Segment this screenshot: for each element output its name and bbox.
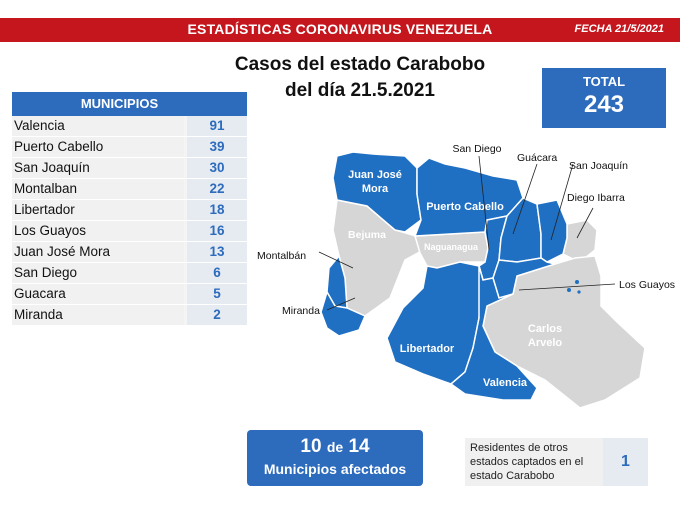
table-row <box>12 305 247 326</box>
table-row <box>12 242 247 263</box>
map-label-carlos-arvelo: Arvelo <box>527 337 563 349</box>
headline-line1: Casos del estado Carabobo <box>234 54 486 75</box>
municipio-name: San Diego <box>12 263 184 283</box>
municipio-count: 22 <box>187 179 247 199</box>
affected-label: Municipios afectados <box>263 461 407 477</box>
affected-total: 14 <box>348 436 370 457</box>
headline <box>230 52 490 104</box>
municipio-count: 39 <box>187 137 247 157</box>
municipio-count: 6 <box>187 263 247 283</box>
municipio-name: San Joaquín <box>12 158 184 178</box>
municipio-count: 2 <box>187 305 247 325</box>
table-row <box>12 179 247 200</box>
carabobo-map <box>255 138 675 438</box>
municipios-header: MUNICIPIOS <box>12 92 247 116</box>
municipio-name: Los Guayos <box>12 221 184 241</box>
municipio-name: Montalban <box>12 179 184 199</box>
municipio-name: Puerto Cabello <box>12 137 184 157</box>
map-callout-san-diego: San Diego <box>452 143 502 155</box>
municipio-name: Guacara <box>12 284 184 304</box>
map-label-carlos-arvelo: Carlos <box>527 323 563 335</box>
map-lake-dot <box>567 288 571 292</box>
map-callout-diego-ibarra: Diego Ibarra <box>567 192 625 204</box>
municipio-name: Valencia <box>12 116 184 136</box>
table-row <box>12 116 247 137</box>
total-box <box>542 68 666 128</box>
map-callout-san-joaquin: San Joaquín <box>569 160 628 172</box>
total-label: TOTAL <box>582 74 626 89</box>
map-callout-montalban: Montalbán <box>257 250 307 262</box>
municipio-name: Libertador <box>12 200 184 220</box>
residents-text: Residentes de otros estados captados en el estado Carabobo <box>470 442 584 482</box>
header-bar <box>0 18 680 42</box>
map-callout-los-guayos: Los Guayos <box>619 279 675 291</box>
map-region-san-joaquin <box>537 200 567 262</box>
affected-count: 10 <box>300 436 322 457</box>
map-label-libertador: Libertador <box>399 343 455 355</box>
map-label-bejuma: Bejuma <box>348 229 386 241</box>
table-row <box>12 284 247 305</box>
map-label-valencia: Valencia <box>482 377 528 389</box>
table-row <box>12 137 247 158</box>
municipio-count: 16 <box>187 221 247 241</box>
affected-box <box>247 430 423 486</box>
map-callout-miranda: Miranda <box>282 305 320 317</box>
map-callout-guacara: Guácara <box>517 152 558 164</box>
table-row <box>12 263 247 284</box>
table-row <box>12 200 247 221</box>
table-row <box>12 158 247 179</box>
map-lake-dot <box>575 280 579 284</box>
map-label-puerto-cabello: Puerto Cabello <box>426 201 504 213</box>
map-lake-dot <box>577 290 580 293</box>
municipios-table <box>12 92 247 326</box>
municipio-count: 13 <box>187 242 247 262</box>
total-value: 243 <box>583 91 625 118</box>
residents-box <box>465 438 648 486</box>
affected-count-line <box>247 436 423 458</box>
map-region-diego-ibarra <box>563 220 597 260</box>
municipio-name: Juan José Mora <box>12 242 184 262</box>
headline-line2: del día 21.5.2021 <box>285 80 435 101</box>
map-label-naguanagua: Naguanagua <box>423 242 479 252</box>
municipio-count: 91 <box>187 116 247 136</box>
municipio-count: 30 <box>187 158 247 178</box>
municipio-name: Miranda <box>12 305 184 325</box>
municipio-count: 18 <box>187 200 247 220</box>
affected-de: de <box>326 439 344 455</box>
municipio-count: 5 <box>187 284 247 304</box>
header-title: ESTADÍSTICAS CORONAVIRUS VENEZUELA <box>187 21 493 37</box>
map-label-juan-jose-mora: Mora <box>361 183 389 195</box>
header-date: FECHA 21/5/2021 <box>574 23 664 35</box>
table-row <box>12 221 247 242</box>
residents-value: 1 <box>603 438 648 486</box>
map-label-juan-jose-mora: Juan José <box>348 169 402 181</box>
